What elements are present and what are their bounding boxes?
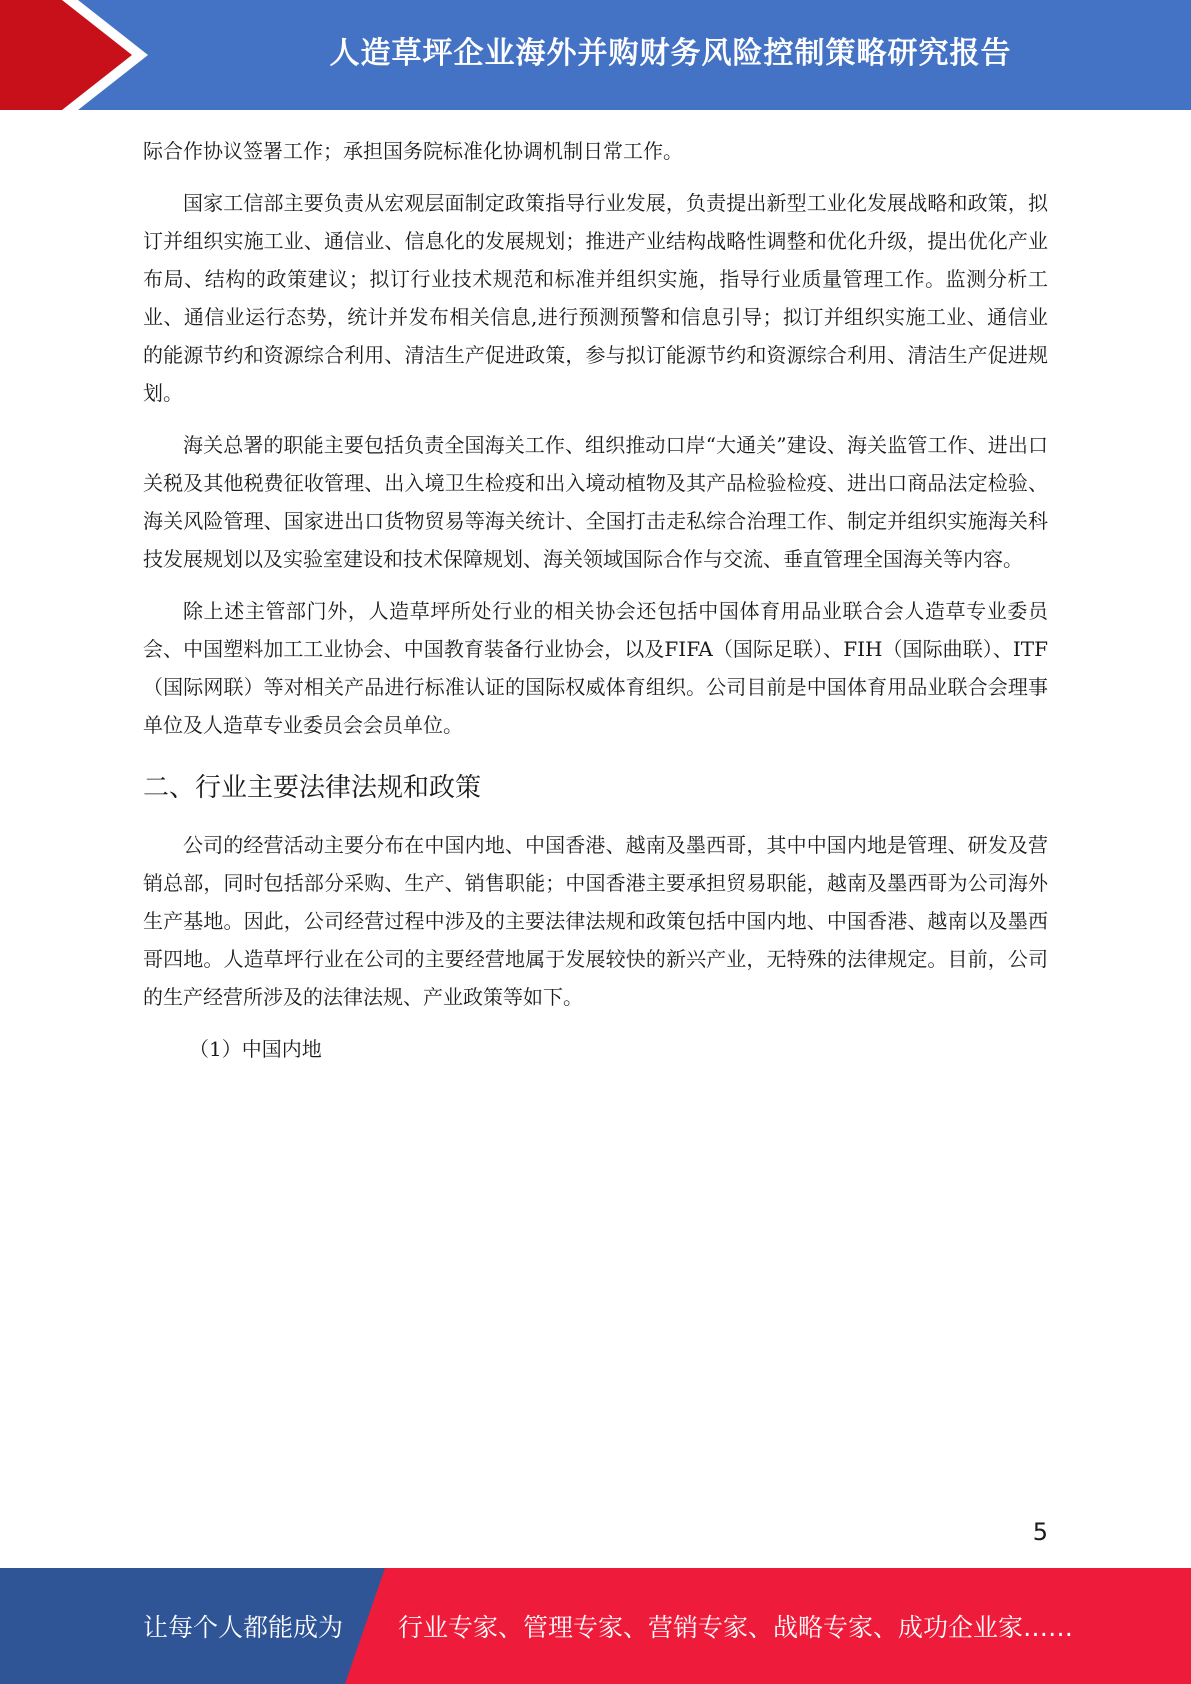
page-content — [143, 132, 1048, 1068]
paragraph-laws: 公司的经营活动主要分布在中国内地、中国香港、越南及墨西哥，其中中国内地是管理、研发及营销总部，同时包括部分采购、生产、销售职能；中国香港主要承担贸易职能，越南及墨西哥为公司海外生产基地。因此，公司经营过程中涉及的主要法律法规和政策包括中国内地、中国香港、越南以及墨西哥四地。人造草坪行业在公司的主要经营地属于发展较快的新兴产业，无特殊的法律规定。目前，公司的生产经营所涉及的法律法规、产业政策等如下。 — [143, 833, 1048, 1009]
paragraph-miit: 国家工信部主要负责从宏观层面制定政策指导行业发展，负责提出新型工业化发展战略和政策，拟订并组织实施工业、通信业、信息化的发展规划；推进产业结构战略性调整和优化升级，提出优化产业布局、结构的政策建议；拟订行业技术规范和标准并组织实施，指导行业质量管理工作。监测分析工业、通信业运行态势，统计并发布相关信息,进行预测预警和信息引导；拟订并组织实施工业、通信业的能源节约和资源综合利用、清洁生产促进政策，参与拟订能源节约和资源综合利用、清洁生产促进规划。 — [143, 191, 1048, 405]
paragraph-customs: 海关总署的职能主要包括负责全国海关工作、组织推动口岸“大通关”建设、海关监管工作、进出口关税及其他税费征收管理、出入境卫生检疫和出入境动植物及其产品检验检疫、进出口商品法定检验、海关风险管理、国家进出口货物贸易等海关统计、全国打击走私综合治理工作、制定并组织实施海关科技发展规划以及实验室建设和技术保障规划、海关领域国际合作与交流、垂直管理全国海关等内容。 — [143, 433, 1048, 571]
paragraph-continued: 际合作协议签署工作；承担国务院标准化协调机制日常工作。 — [143, 139, 683, 163]
footer-slogan-right: 行业专家、管理专家、营销专家、战略专家、成功企业家…… — [398, 1613, 1074, 1642]
footer-slogan-left: 让每个人都能成为 — [143, 1613, 344, 1642]
page-footer — [0, 1568, 1191, 1684]
section-heading: 二、行业主要法律法规和政策 — [143, 773, 482, 803]
page-number: 5 — [1032, 1518, 1048, 1546]
document-title: 人造草坪企业海外并购财务风险控制策略研究报告 — [329, 36, 1012, 71]
sub-item-mainland: （1）中国内地 — [189, 1037, 322, 1061]
page-header — [0, 0, 1191, 110]
paragraph-associations: 除上述主管部门外，人造草坪所处行业的相关协会还包括中国体育用品业联合会人造草专业委员会、中国塑料加工工业协会、中国教育装备行业协会，以及FIFA（国际足联）、FIH（国际曲联）、ITF（国际网联）等对相关产品进行标准认证的国际权威体育组织。公司目前是中国体育用品业联合会理事单位及人造草专业委员会会员单位。 — [143, 599, 1048, 737]
